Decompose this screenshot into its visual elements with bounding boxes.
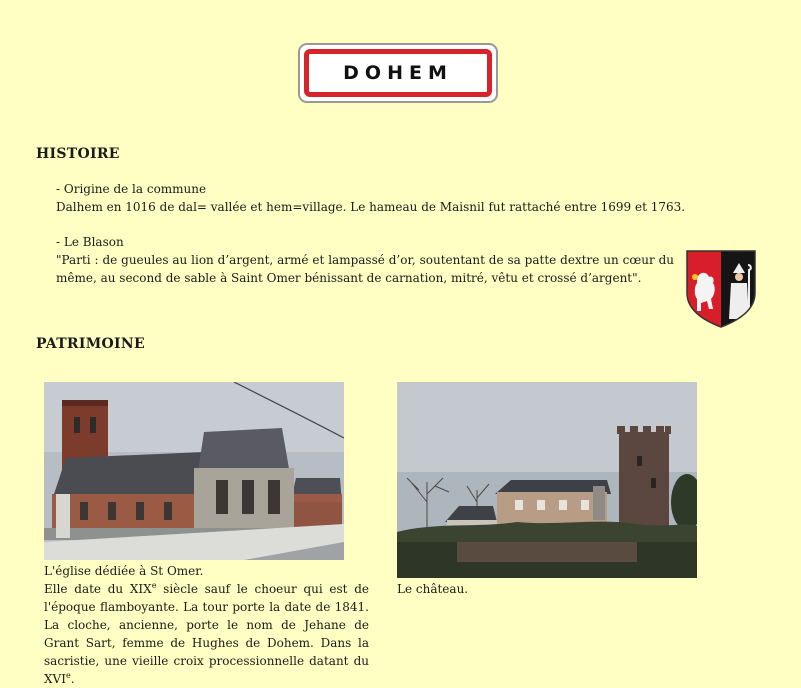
church-desc-part2: siècle sauf le choeur qui est de l'époque flamboyante. La tour porte la date de 1841. La cloche, ancienne, porte le nom de Jehane de Grant Sart, femme de Hughes de Dohem. Dans la sacristie, une vieille croix processionnelle datant du XVI (44, 582, 370, 686)
blason-text: "Parti : de gueules au lion d’argent, armé et lampassé d’or, soutentant de sa patte dextre un cœur du même, au second de sable à Saint Omer bénissant de carnation, mitré, vêtu et crossé d’argent". (56, 253, 674, 285)
chateau-photo (397, 382, 697, 578)
origin-text: Dalhem en 1016 de dal= vallée et hem=village. Le hameau de Maisnil fut rattaché entre 1699 et 1763. (56, 200, 686, 214)
origin-title: - Origine de la commune (56, 182, 207, 196)
coat-of-arms-image (685, 249, 757, 329)
town-sign-text: DOHEM (304, 49, 492, 97)
chateau-caption: Le château. (397, 582, 469, 596)
church-description (44, 580, 369, 688)
patrimoine-heading: PATRIMOINE (36, 336, 145, 352)
church-caption: L'église dédiée à St Omer. (44, 564, 204, 578)
church-desc-sup1: e (151, 581, 157, 590)
church-photo (44, 382, 344, 560)
histoire-heading: HISTOIRE (36, 146, 120, 162)
church-desc-sup2: e (65, 671, 71, 680)
town-sign (298, 43, 498, 103)
blason-title: - Le Blason (56, 235, 124, 249)
church-desc-part3: . (70, 672, 75, 686)
church-desc-part1: Elle date du XIX (44, 582, 152, 596)
